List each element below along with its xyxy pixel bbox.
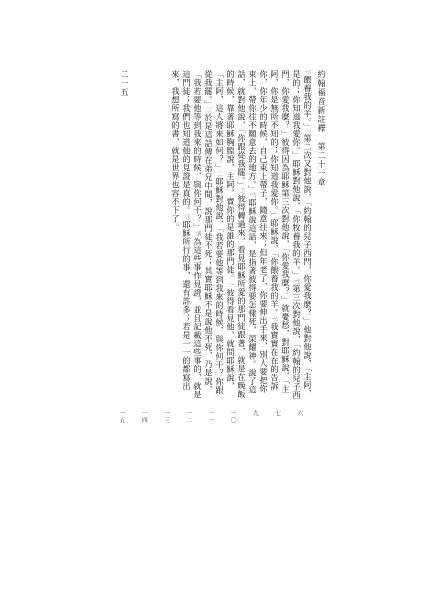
bottom-verse-label: 一三 bbox=[162, 410, 170, 424]
verse-number-row bbox=[113, 410, 313, 510]
verse-text: 耶穌所行的事，還有許多；若是一一的都寫出來，我想所寫的書，就是世界也容不下了。 bbox=[171, 70, 192, 390]
verse-text: 彼得看見他，就問耶穌說，「主阿，這人將來如何？」 bbox=[215, 70, 236, 390]
scripture-text bbox=[123, 70, 313, 400]
verse-text: 耶穌對他說，「我若要他等到我來的時候，與你何干？你跟從我罷。」 bbox=[204, 70, 225, 395]
verse-text: 我實實在在的告訴你，你年少的時候，自己束上帶子，隨意往來；但年老了，你要伸出手來，別人要把你束上，帶你往不願意去的地方。」 bbox=[248, 70, 280, 393]
verse-number: 一七 bbox=[293, 278, 301, 285]
bottom-verse-label: 一〇 bbox=[229, 410, 237, 424]
bottom-verse-label: 一二 bbox=[184, 410, 192, 424]
verse-number: 二三 bbox=[205, 108, 213, 114]
page-number: 二一五 bbox=[120, 70, 129, 97]
verse-paragraph bbox=[170, 70, 313, 400]
book-page bbox=[95, 70, 327, 518]
verse-text: 耶穌說這話，是指著彼得要怎樣死，榮耀神。說了這話，就對他說，「你跟從我罷。」 bbox=[237, 70, 258, 395]
verse-text: 彼得轉過來，看見耶穌所愛的那門徒跟著，就是在晚飯的時候，靠著耶穌胸膛說，主阿，賣你的是誰的那門徒。 bbox=[226, 70, 247, 399]
verse-text: 為這些事作見證，並且記載這些事的，就是這門徒；我們也知道他的見證是真的。 bbox=[182, 70, 203, 399]
verse-text: 於是這話傳在弟兄中間，說那門徒不死；其實耶穌不是說他不死，乃是說，「我若要他等到我來的時候，與你何干？」 bbox=[193, 70, 214, 395]
verse-number: 一六 bbox=[304, 70, 312, 76]
verse bbox=[303, 70, 313, 398]
verse-number: 二二 bbox=[216, 172, 224, 178]
running-head: 約翰福音新註釋 第二十一章 bbox=[317, 70, 326, 187]
verse bbox=[292, 70, 302, 279]
verse-number: 一八 bbox=[271, 316, 279, 323]
bottom-verse-label: 一一 bbox=[206, 410, 214, 424]
verse-text: 第三次對他說，「約翰的兒子西門，你愛我麼？」彼得因為耶穌第三次對他說，「你愛我麼？」就憂愁，對耶穌說，「主阿，你是無所不知的；你知道我愛你。」耶穌說，「你餵養我的羊。 bbox=[270, 70, 302, 400]
verse-number: 二〇 bbox=[238, 189, 246, 195]
verse-text: 餵養我的羊。」 第二次又對他說，「約翰的兒子西門，你愛我麼？」他對他說，「主阿， bbox=[303, 75, 313, 398]
bottom-verse-label: 六 bbox=[295, 410, 303, 417]
verse-text: 是的；你知道我愛你。」耶穌對他說，「你牧養我的羊。」 bbox=[292, 70, 302, 279]
bottom-verse-label: 一五 bbox=[118, 410, 125, 424]
bottom-verse-label: 一四 bbox=[140, 410, 148, 424]
verse-number: 二四 bbox=[194, 231, 202, 237]
bottom-verse-label: 七 bbox=[273, 410, 281, 417]
verse-number: 二一 bbox=[227, 282, 235, 288]
verse-number: 一九 bbox=[249, 193, 257, 199]
verse-number: 二五 bbox=[183, 214, 191, 220]
bottom-verse-label: 九 bbox=[251, 410, 259, 417]
